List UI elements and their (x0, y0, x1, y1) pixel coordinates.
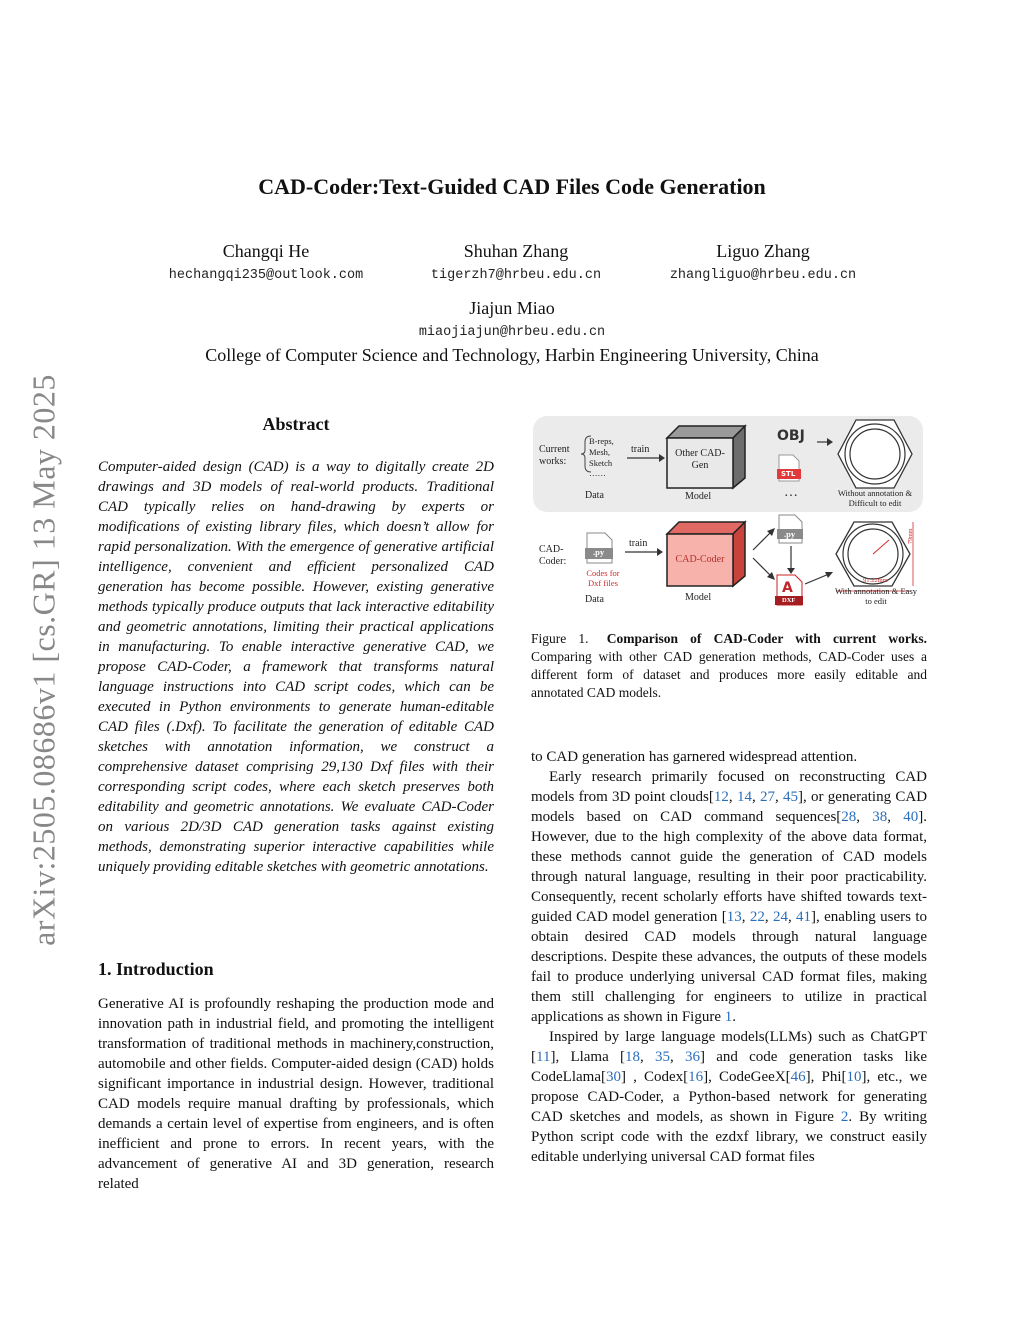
row2-label: CAD-Coder: (539, 544, 567, 567)
arrow-down-icon (787, 546, 795, 574)
citation-link[interactable]: 27 (759, 789, 775, 805)
citation-link[interactable]: 16 (688, 1069, 704, 1085)
citation-link[interactable]: 10 (846, 1069, 862, 1085)
citation-link[interactable]: 11 (536, 1049, 551, 1065)
figure-reference-link[interactable]: 2 (840, 1109, 849, 1125)
intro-paragraph: Generative AI is profoundly reshaping the production mode and innovation path in industrial field, and promoting the intelligent transformation of traditional methods in machinery,construction, automobile and other fields. Computer-aided design (CAD) holds significant importance in industrial design. However, traditional CAD models require manual drafting by professionals, which demands a certain level of expertise from engineers, and is often inefficient and prone to errors. In recent years, with the advancement of generative AI and 3D generation, research related (98, 996, 494, 1192)
citation-link[interactable]: 36 (685, 1049, 700, 1065)
row1-model-caption: Model (685, 491, 712, 502)
citation-link[interactable]: 22 (749, 909, 765, 925)
citation-link[interactable]: 45 (783, 789, 798, 805)
caption-text: Comparing with other CAD generation methods, CAD-Coder uses a different form of dataset and produces more easily editable and annotated CAD models. (531, 649, 927, 700)
row2-model-name: CAD-Coder (675, 554, 725, 565)
author-4 (392, 298, 632, 340)
citation-link[interactable]: 24 (772, 909, 788, 925)
row2-result: With annotation & Easy to edit (834, 586, 918, 606)
py-label: .py (593, 547, 605, 557)
author-email: miaojiajun@hrbeu.edu.cn (418, 325, 606, 340)
data-type-mesh: Mesh, (589, 447, 611, 457)
dxf-label: DXF (782, 597, 796, 604)
paper-title: CAD-Coder:Text-Guided CAD Files Code Generation (258, 174, 766, 199)
stl-label: STL (781, 470, 796, 478)
row2-codes-caption: Codes for Dxf files (586, 568, 620, 588)
arrow-right-icon (625, 546, 663, 558)
arrow-up-right-icon (751, 526, 777, 554)
horizontal-dimension: 91.22mm (863, 577, 888, 584)
citation-link[interactable]: 12 (713, 789, 729, 805)
citation-link[interactable]: 40 (903, 809, 919, 825)
paragraph-continued: to CAD generation has garnered widespread attention. (531, 749, 858, 765)
author-name: Jiajun Miao (469, 298, 555, 318)
caption-title: Comparison of CAD-Coder with current works. (606, 631, 928, 646)
citation-link[interactable]: 46 (790, 1069, 806, 1085)
author-3 (643, 241, 883, 283)
author-1 (146, 241, 386, 283)
intro-heading: 1. Introduction (98, 959, 214, 979)
arrow-down-right-icon (751, 556, 777, 582)
caption-label: Figure 1. (531, 631, 589, 646)
py-out-label: .py (784, 529, 796, 539)
author-name: Liguo Zhang (716, 241, 810, 261)
paragraph-early-research: Early research primarily focused on reconstructing CAD models from 3D point clouds[12, 14, 27, 45], or generating CAD models based on CAD command sequences[28, 38, 40]. However, due to the high complexity of the above data format, these methods cannot guide the generation of CAD models through natural language, resulting in their poor practicability. Consequently, recent scholarly efforts have shifted towards text-guided CAD model generation [13, 22, 24, 41], enabling users to obtain desired CAD models through natural language descriptions. Despite these advances, the outputs of these models fail to produce underlying universal CAD format files, making them still challenging for engineers to utilize in practical applications as shown in Figure 1. (531, 769, 928, 1025)
row1-dots: … (784, 485, 798, 500)
citation-link[interactable]: 14 (736, 789, 752, 805)
arxiv-id: arXiv:2505.08686v1 [cs.GR] 13 May 2025 (25, 374, 62, 946)
row1-result: Without annotation & Difficult to edit (837, 488, 913, 508)
citation-link[interactable]: 18 (625, 1049, 640, 1065)
obj-file-icon: OBJ (777, 428, 805, 444)
author-name: Changqi He (222, 241, 310, 261)
row1-model-name: Other CAD-Gen (675, 448, 725, 471)
citation-link[interactable]: 30 (605, 1069, 621, 1085)
vertical-dimension: 79mm (908, 528, 914, 544)
hex-part-icon (837, 418, 913, 490)
citation-link[interactable]: 41 (796, 909, 812, 925)
arrow-right-icon (805, 570, 835, 586)
citation-link[interactable]: 13 (726, 909, 742, 925)
author-email: tigerzh7@hrbeu.edu.cn (430, 268, 602, 283)
row2-model-caption: Model (685, 592, 712, 603)
paragraph-inspired: Inspired by large language models(LLMs) such as ChatGPT [11], Llama [18, 35, 36] and code generation tasks like CodeLlama[30] , Codex[16], CodeGeeX[46], Phi[10], etc., we propose CAD-Coder, a Python-based network for generating CAD sketches and models, as shown in Figure 2. By writing Python script code with the ezdxf library, we construct easily editable underlying universal CAD format files (531, 1029, 927, 1165)
author-email: zhangliguo@hrbeu.edu.cn (669, 268, 857, 283)
row1-data-caption: Data (585, 490, 604, 501)
affiliation: College of Computer Science and Technology, Harbin Engineering University, China (205, 345, 819, 365)
svg-text:A: A (782, 580, 793, 596)
data-type-more: …… (589, 468, 606, 478)
author-name: Shuhan Zhang (463, 241, 569, 261)
figure-1 (533, 414, 925, 616)
data-type-breps: B-reps, (589, 436, 614, 446)
arrow-right-icon (817, 436, 833, 448)
abstract-heading: Abstract (262, 414, 330, 434)
row1-label: Current works: (539, 444, 570, 467)
author-email: hechangqi235@outlook.com (168, 268, 364, 283)
row1-train-label: train (631, 444, 650, 455)
figure-reference-link[interactable]: 1 (724, 1009, 733, 1025)
author-2 (396, 241, 636, 283)
arxiv-sidebar (0, 360, 80, 960)
figure-caption (531, 630, 927, 702)
abstract-text: Computer-aided design (CAD) is a way to digitally create 2D drawings and 3D models of real-world products. Traditional CAD typically relies on hand-drawing by experts or modifications of existing library files, which doesn’t allow for rapid personalization. With the emergence of generative artificial intelligence, convenient and efficient personalized CAD generation has become possible. However, existing generative methods typically produce outputs that lack interactive editability and geometric annotations, limiting their practical applications in manufacturing. To enable interactive generative CAD, we propose CAD-Coder, a framework that transforms natural language instructions into CAD script codes, which can be executed in Python environments to generate human-editable CAD files (.Dxf). To facilitate the generation of editable CAD sketches with annotation information, we construct a comprehensive dataset comprising 29,130 Dxf files with their corresponding script codes, where each sketch preserves both editability and geometric annotations. We evaluate CAD-Coder on various 2D/3D CAD generation tasks against existing methods, demonstrating superior interactive capabilities while uniquely providing editable sketches with geometric annotations. (98, 459, 494, 875)
citation-link[interactable]: 28 (841, 809, 857, 825)
citation-link[interactable]: 38 (872, 809, 888, 825)
row2-train-label: train (629, 538, 648, 549)
row2-data-caption: Data (585, 594, 604, 605)
data-type-sketch: Sketch (589, 458, 613, 468)
right-column-text (531, 747, 927, 1167)
arrow-right-icon (627, 452, 665, 464)
citation-link[interactable]: 35 (655, 1049, 670, 1065)
